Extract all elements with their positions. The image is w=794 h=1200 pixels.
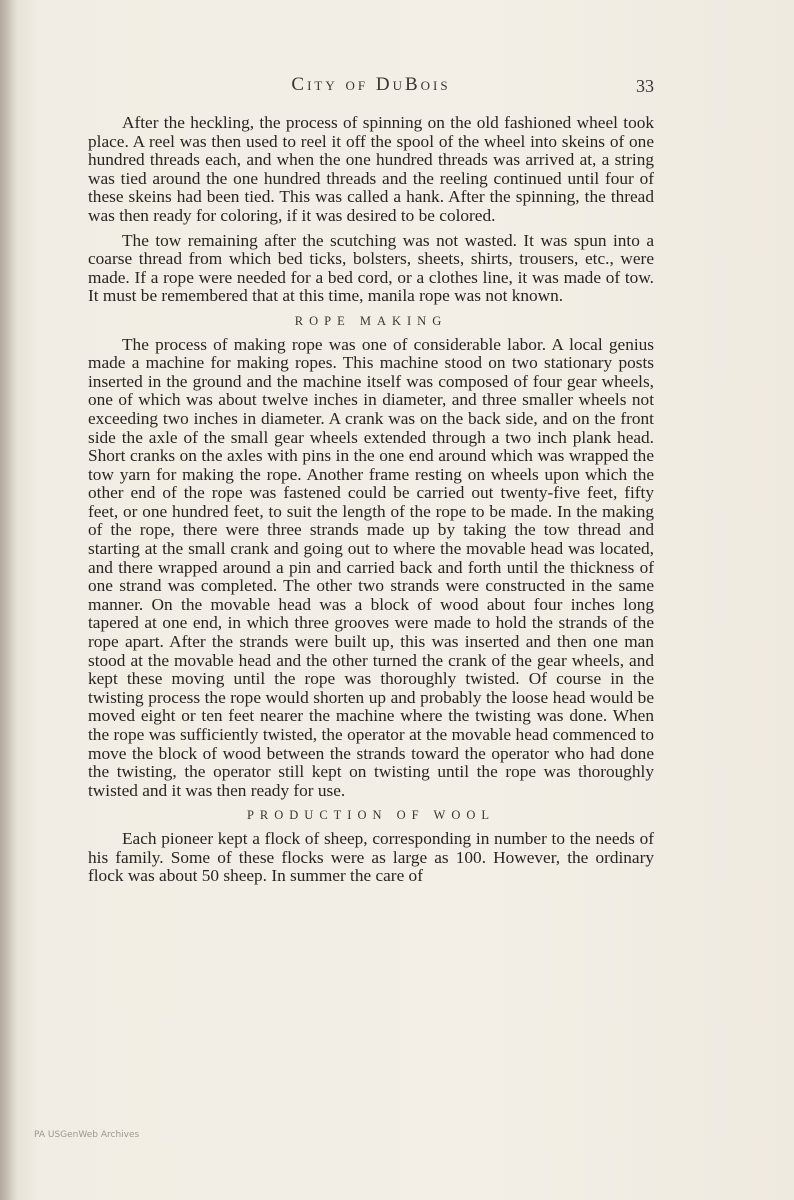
binding-gutter-shadow — [0, 0, 18, 1200]
section-heading-production-of-wool: PRODUCTION OF WOOL — [246, 808, 496, 823]
paragraph-wool: Each pioneer kept a flock of sheep, corresponding in number to the needs of his family. Some of these flocks were as large as 100. However, the ordinary flock was about 50 sheep. In summer the care of — [88, 828, 654, 886]
running-title: City of DuBois — [291, 74, 451, 95]
section-heading-rope-making: ROPE MAKING — [294, 313, 448, 328]
page-number: 33 — [636, 76, 654, 96]
paragraph-spinning: After the heckling, the process of spinning on the old fashioned wheel took place. A reel was then used to reel it off the spool of the wheel into skeins of one hundred threads each, and when the one hundred threads was arrived at, a string was tied around the one hundred threads and the reeling continued until four of these skeins had been tied. This was called a hank. After the spinning, the thread was then ready for coloring, if it was desired to be colored. — [88, 113, 654, 225]
running-head — [88, 74, 654, 100]
page-body — [88, 114, 654, 886]
paragraph-rope-making: The process of making rope was one of considerable labor. A local genius made a machine for making ropes. This machine stood on two stationary posts inserted in the ground and the machine itself was composed of four gear wheels, one of which was about twelve inches in diameter, and three smaller wheels not exceeding two inches in diameter. A crank was on the back side, and on the front side the axle of the small gear wheels extended through a two inch plank head. Short cranks on the axles with pins in the one end around which was wrapped the tow yarn for making the rope. Another frame resting on wheels upon which the other end of the rope was fastened could be carried out twenty-five feet, fifty feet, or one hundred feet, to suit the length of the rope to be made. In the making of the rope, there were three strands made up by taking the tow thread and starting at the small crank and going out to where the movable head was located, and there wrapped around a pin and carried back and forth until the thickness of one strand was completed. The other two strands were constructed in the same manner. On the movable head was a block of wood about four inches long tapered at one end, in which three grooves were made to hold the strands of the rope apart. After the strands were built up, this was inserted and then one man stood at the movable head and the other turned the crank of the gear wheels, and kept these moving until the rope was thoroughly twisted. Of course in the twisting process the rope would shorten up and probably the loose head would be moved eight or ten feet nearer the machine where the twisting was done. When the rope was sufficiently twisted, the operator at the movable head commenced to move the block of wood between the strands toward the operator who had done the twisting, the operator still kept on twisting until the rope was thoroughly twisted and it was then ready for use. — [88, 334, 654, 800]
archive-credit: PA USGenWeb Archives — [34, 1130, 140, 1140]
paragraph-tow: The tow remaining after the scutching was not wasted. It was spun into a coarse thread from which bed ticks, bolsters, sheets, shirts, trousers, etc., were made. If a rope were needed for a bed cord, or a clothes line, it was made of tow. It must be remembered that at this time, manila rope was not known. — [88, 230, 654, 306]
